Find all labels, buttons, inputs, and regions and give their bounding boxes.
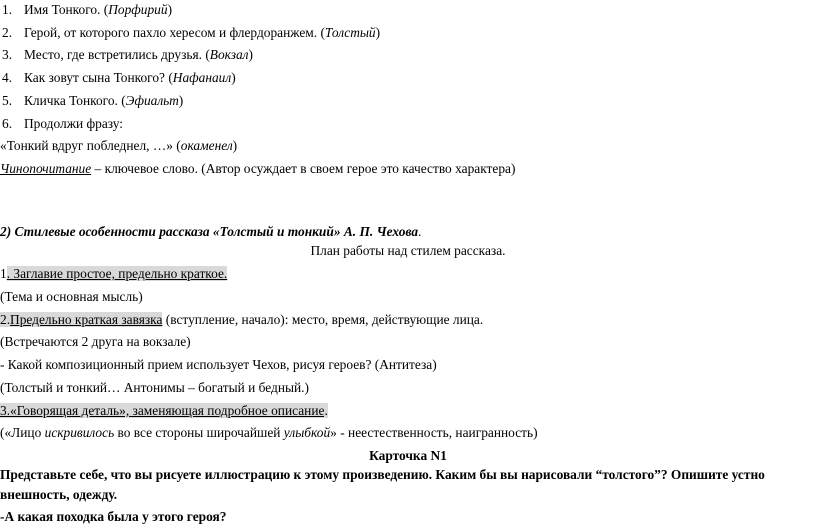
plan-item-2: 2.Предельно краткая завязка (вступление, начало): место, время, действующие лица.	[0, 312, 484, 327]
card-task-line-1: Представьте себе, что вы рисуете иллюстрацию к этому произведению. Каким бы вы нарисовали “толстого”? Опишите устно	[0, 467, 765, 482]
quiz-item-1: 1. Имя Тонкого. (Порфирий)	[2, 2, 173, 17]
quiz-item-5: 5. Кличка Тонкого. (Эфиальт)	[2, 93, 184, 108]
card-question: -А какая походка была у этого героя?	[0, 509, 227, 524]
quiz-item-6: 6. Продолжи фразу:	[2, 116, 124, 131]
plan-item-1-note: (Тема и основная мысль)	[0, 289, 143, 304]
quiz-item-4: 4. Как зовут сына Тонкого? (Нафанаил)	[2, 70, 236, 85]
plan-item-2-question: - Какой композиционный прием использует Чехов, рисуя героев? (Антитеза)	[0, 357, 437, 372]
quiz-item-2: 2. Герой, от которого пахло хересом и флердоранжем. (Толстый)	[2, 25, 381, 40]
phrase-line: «Тонкий вдруг побледнел, …» (окаменел)	[0, 138, 238, 153]
quiz-item-3: 3. Место, где встретились друзья. (Вокзал)	[2, 47, 253, 62]
plan-item-3-note: («Лицо искривилось во все стороны широчайшей улыбкой» - неестественность, наигранность)	[0, 425, 538, 440]
keyword-term: Чинопочитание	[0, 161, 92, 176]
plan-item-2-note-2: (Толстый и тонкий… Антонимы – богатый и бедный.)	[0, 380, 309, 395]
keyword-line: Чинопочитание – ключевое слово. (Автор осуждает в своем герое это качество характера)	[0, 161, 516, 176]
card-task-line-2: внешность, одежду.	[0, 487, 118, 502]
plan-title: План работы над стилем рассказа.	[310, 243, 506, 258]
section-title: 2) Стилевые особенности рассказа «Толстый и тонкий» А. П. Чехова.	[0, 224, 422, 239]
card-title: Карточка N1	[369, 448, 447, 463]
plan-item-2-note: (Встречаются 2 друга на вокзале)	[0, 334, 191, 349]
plan-item-1: 1. Заглавие простое, предельно краткое.	[0, 266, 228, 281]
plan-item-3: 3.«Говорящая деталь», заменяющая подробное описание.	[0, 403, 328, 418]
